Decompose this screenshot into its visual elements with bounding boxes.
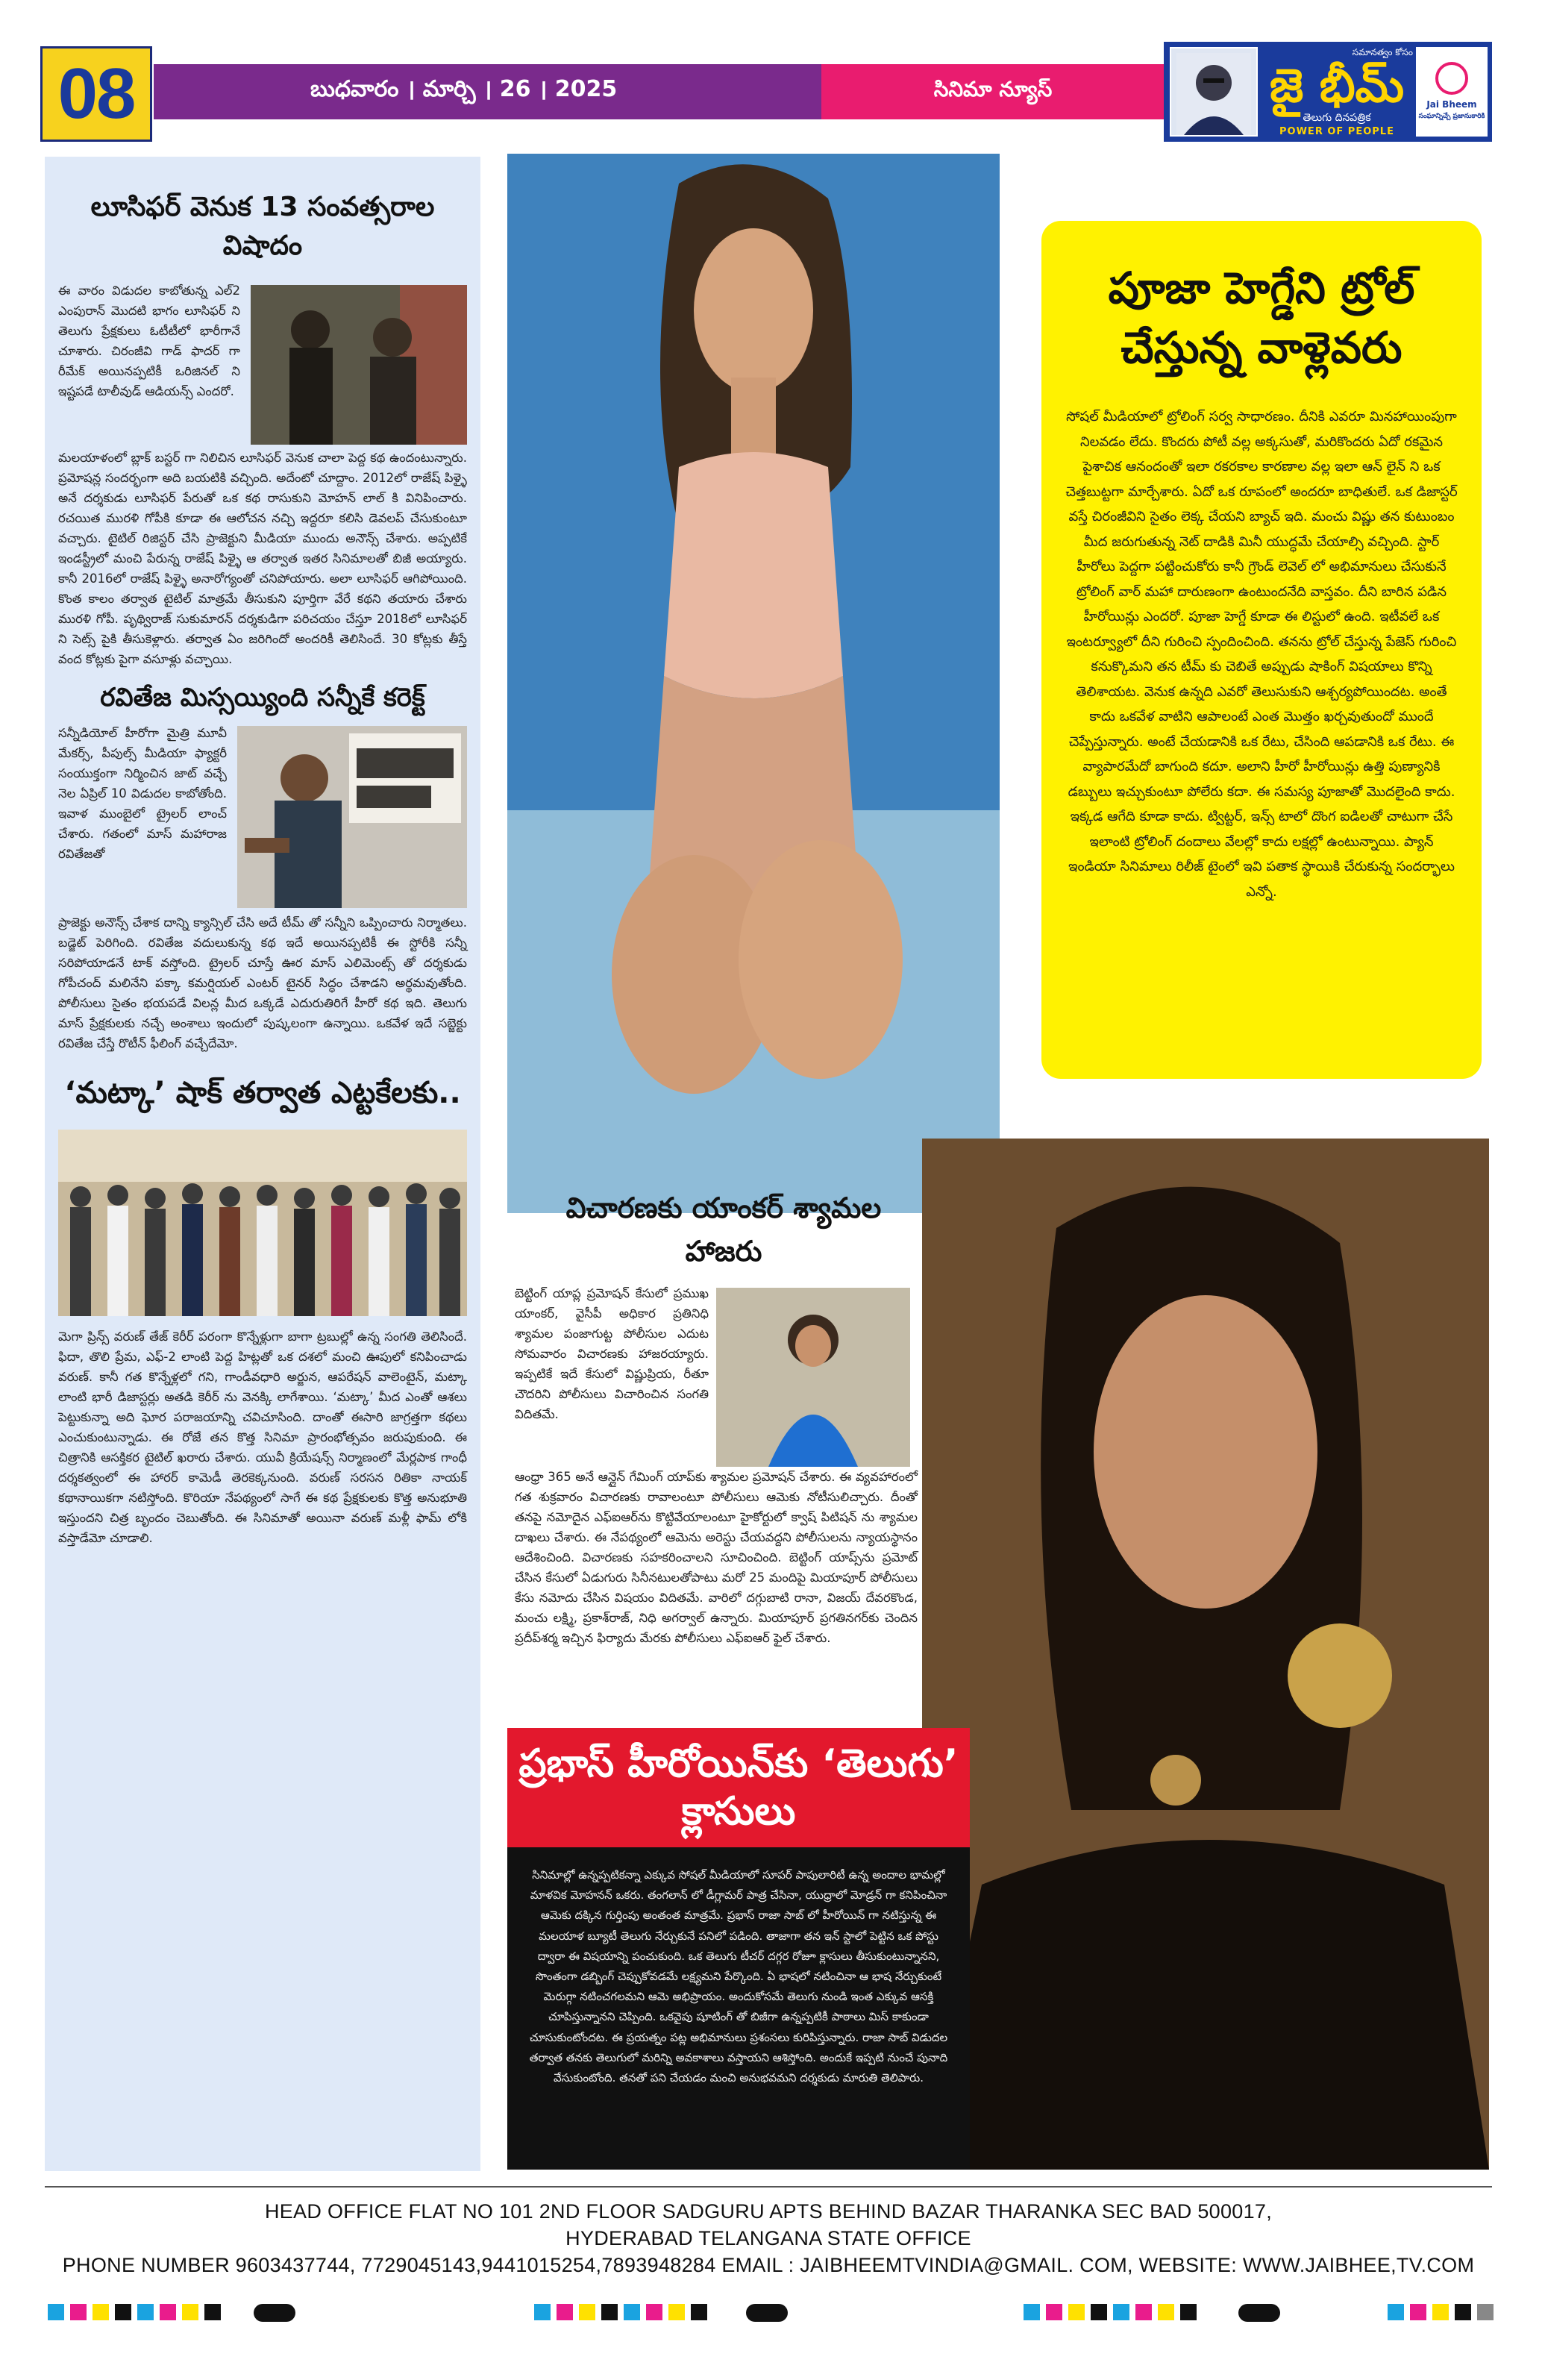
lucifer-body-intro: ఈ వారం విడుదల కాబోతున్న ఎల్2 ఎంపురాన్ మొదటి భాగం లూసిఫర్ ని తెలుగు ప్రేక్షకులు ఓటీటీలో భారీగానే చూశారు. చిరంజీవి గాడ్ ఫాదర్ గా రీమేక్ అయినప్పటికీ ఒరిజినల్ ని ఇష్టపడే టాలీవుడ్ ఆడియన్స్ ఎందరో. — [58, 284, 240, 398]
footer-address: HEAD OFFICE FLAT NO 101 2ND FLOOR SADGURU APTS BEHIND BAZAR THARANKA SEC BAD 500017, — [264, 2200, 1273, 2223]
group-photo-icon — [58, 1130, 467, 1316]
prabhas-article-box — [507, 1847, 970, 2170]
registration-pill-2 — [746, 2304, 788, 2322]
prabhas-headline-box — [507, 1728, 970, 1847]
malavika-mohanan-photo — [922, 1139, 1489, 2170]
raviteja-headline: రవితేజ మిస్సయ్యింది సన్నీకే కరెక్ట్ — [100, 683, 425, 713]
masthead-top-right: సమానత్వం కోసం — [1352, 46, 1413, 57]
footer — [45, 2198, 1492, 2279]
shyamala-body: ఆంధ్రా 365 అనే ఆన్లైన్ గేమింగ్ యాప్‌కు శ్యామల ప్రమోషన్ చేశారు. ఈ వ్యవహారంలో గత శుక్రవారం విచారణకు రావాలంటూ పోలీసులు ఆమెకు నోటీసులిచ్చారు. దీంతో తనపై నమోదైన ఎఫ్ఐఆర్‌ను కొట్టివేయాలంటూ హైకోర్టులో క్వాష్ పిటిషన్ ను శ్యామల దాఖలు చేశారు. ఈ నేపథ్యంలో ఆమెను అరెస్టు చేయవద్దని పోలీసులను న్యాయస్థానం ఆదేశించింది. విచారణకు సహకరించాలని సూచించింది. బెట్టింగ్ యాప్స్‌ను ప్రమోట్ చేసిన కేసులో ఏడుగురు సినీనటులతోపాటు మరో 25 మందిపై మియాపూర్ పోలీసులు కేసు నమోదు చేసిన విషయం విదితమే. వారిలో దగ్గుబాటి రానా, విజయ్ దేవరకొండ, మంచు లక్ష్మి, ప్రకాశ్‌రాజ్, నిధి అగర్వాల్ ఉన్నారు. మియాపూర్ ప్రగతినగర్‌కు చెందిన ప్రదీప్‌శర్మ ఇచ్చిన ఫిర్యాదు మేరకు పోలీసులు ఎఫ్ఐఆర్ ఫైల్ చేశారు. — [515, 1470, 918, 1645]
pooja-headline: పూజా హెగ్డేని ట్రోల్ చేస్తున్న వాళ్లెవరు — [1108, 263, 1415, 373]
page-number: 08 — [57, 54, 135, 134]
raviteja-body-intro: సన్నీడియోల్ హీరోగా మైత్రి మూవీ మేకర్స్, పీపుల్స్ మీడియా ఫ్యాక్టరీ సంయుక్తంగా నిర్మించిన జాట్ వచ్చే నెల ఏప్రిల్ 10 విడుదల కాబోతోంది. ఇవాళ ముంబైలో ట్రైలర్ లాంచ్ చేశారు. గతంలో మాస్ మహారాజ రవితేజతో — [58, 726, 227, 861]
color-registration-strip-2 — [534, 2304, 707, 2323]
jaat-trailer-image — [237, 726, 467, 908]
logo-ring-icon — [1435, 62, 1468, 95]
shyamala-body-wrap — [515, 1467, 918, 1648]
prabhas-body: సినిమాల్లో ఉన్నప్పటికన్నా ఎక్కువ సోషల్ మీడియాలో సూపర్ పాపులారిటీ ఉన్న అందాల భామల్లో మాళవిక మోహనన్ ఒకరు. తంగలాన్ లో డీగ్లామర్ పాత్ర చేసినా, యుధ్రాలో మోడ్రన్ గా కనిపించినా ఆమెకు దక్కిన గుర్తింపు అంతంత మాత్రమే. ప్రభాస్ రాజా సాబ్ లో హీరోయిన్ గా నటిస్తున్న ఈ మలయాళ బ్యూటీ తెలుగు నేర్చుకునే పనిలో పడింది. తాజాగా తన ఇన్ స్టాలో పెట్టిన ఒక పోస్టు ద్వారా ఈ విషయాన్ని పంచుకుంది. ఒక తెలుగు టీచర్ దగ్గర రోజూ క్లాసులు తీసుకుంటున్నానని, సొంతంగా డబ్బింగ్ చెప్పుకోవడమే లక్ష్యమని పేర్కొంది. ఏ భాషలో నటించినా ఆ భాష నేర్చుకుంటే మెరుగ్గా నటించగలమని ఆమె అభిప్రాయం. అందుకోసమే తెలుగు నుండి ఇంత ఎక్కువ ఆసక్తి చూపిస్తున్నానని చెప్పింది. ఒకవైపు షూటింగ్ తో బిజీగా ఉన్నప్పటికీ పాఠాలు మిస్ కాకుండా చూసుకుంటోందట. ఈ ప్రయత్నం పట్ల అభిమానులు ప్రశంసలు కురిపిస్తున్నారు. రాజా సాబ్ విడుదల తర్వాత తనకు తెలుగులో మరిన్ని అవకాశాలు వస్తాయని ఆశిస్తోంది. అందుకే ఇప్పటి నుంచే పునాది వేసుకుంటోంది. తనతో పని చేయడం మంచి అనుభవమని దర్శకుడు మారుతి తెలిపారు. — [529, 1868, 948, 2085]
masthead-logo — [1416, 47, 1488, 137]
pooja-hegde-photo — [507, 154, 1000, 1213]
registration-pill-3 — [1238, 2304, 1280, 2322]
masthead-title-block — [1258, 47, 1416, 137]
color-registration-strip-4 — [1388, 2304, 1494, 2323]
matka-headline: ‘మట్కా’ షాక్ తర్వాత ఎట్టకేలకు.. — [64, 1076, 461, 1110]
pooja-article-box — [1041, 221, 1482, 1079]
footer-state-office: HYDERABAD TELANGANA STATE OFFICE — [565, 2227, 971, 2249]
lucifer-body: మలయాళంలో బ్లాక్ బస్టర్ గా నిలిచిన లూసిఫర్ వెనుక చాలా పెద్ద కథ ఉందంటున్నారు. ప్రమోషన్ల సందర్భంగా అది బయటికి వచ్చింది. అదేంటో చూద్దాం. 2012లో రాజేష్ పిళ్ళై అనే దర్శకుడు లూసిఫర్ పేరుతో ఒక కథ రాసుకుని మోహన్ లాల్ కి వినిపించారు. రచయిత మురళి గోపీకి కూడా ఈ ఆలోచన నచ్చి ఇద్దరూ కలిసి డెవలప్ చేసుకుంటూ వచ్చారు. టైటిల్ రిజిస్టర్ చేసి ప్రాజెక్టుని మీడియా ముందు అనౌన్స్ చేశారు. అప్పటికే ఇండస్ట్రీలో మంచి పేరున్న రాజేష్ పిళ్ళై ఆ తర్వాత ఇతర సినిమాలతో బిజీ అయ్యారు. కానీ 2016లో రాజేష్ పిళ్ళై అనారోగ్యంతో చనిపోయారు. అలా లూసిఫర్ ఆగిపోయింది. కొంత కాలం తర్వాత టైటిల్ మాత్రమే తీసుకుని పూర్తిగా వేరే కథని తయారు చేశారు మురళి గోపీ. పృథ్విరాజ్ సుకుమారన్ దర్శకుడిగా పరిచయం చేస్తూ 2018లో లూసిఫర్ ని సెట్స్ పైకి తీసుకెళ్లారు. తర్వాత ఏం జరిగిందో అందరికీ తెలిసిందే. 30 కోట్లకు తీస్తే వంద కోట్లకు పైగా వసూళ్లు వచ్చాయి. — [58, 451, 467, 666]
shyamala-photo-icon — [716, 1288, 910, 1467]
color-registration-strip-3 — [1024, 2304, 1197, 2323]
lucifer-headline: లూసిఫర్ వెనుక 13 సంవత్సరాల విషాదం — [90, 192, 435, 261]
matka-body: మెగా ప్రిన్స్ వరుణ్ తేజ్ కెరీర్ పరంగా కొన్నేళ్లుగా బాగా ట్రబుల్లో ఉన్న సంగతి తెలిసిందే. ఫిదా, తొలి ప్రేమ, ఎఫ్-2 లాంటి పెద్ద హిట్లతో ఒక దశలో మంచి ఊపులో కనిపించాడు వరుణ్. కానీ గత కొన్నేళ్లలో గని, గాండీవధారి అర్జున, ఆపరేషన్ వాలెంటైన్, మట్కా లాంటి భారీ డిజాస్టర్లు అతడి కెరీర్ ను వెనక్కి లాగేశాయి. ‘మట్కా’ మీద ఎంతో ఆశలు పెట్టుకున్నా అది ఘోర పరాజయాన్ని చవిచూసింది. దాంతో ఈసారి జాగ్రత్తగా కథలు ఎంచుకుంటున్నాడు. ఈ రోజే తన కొత్త సినిమా ప్రారంభోత్సవం జరుపుకుంది. ఈ చిత్రానికి ఆసక్తికర టైటిల్ ఖరారు చేశారు. యువీ క్రియేషన్స్ నిర్మాణంలో మేర్లపాక గాంధీ దర్శకత్వంలో ఈ హారర్ కామెడీ తెరకెక్కనుంది. వరుణ్ సరసన రితికా నాయక్ కథానాయికగా నటిస్తోంది. కొరియా నేపథ్యంలో సాగే ఈ కథ ప్రేక్షకులకు కొత్త అనుభూతి ఇస్తుందని చిత్ర బృందం చెబుతోంది. ఈ సినిమాతో అయినా వరుణ్ మళ్లీ ఫామ్ లోకి వస్తాడేమో చూడాలి. — [58, 1330, 467, 1545]
issue-date: బుధవారం । మార్చి । 26 । 2025 — [310, 76, 618, 102]
page-number-box — [40, 46, 152, 142]
masthead — [1164, 42, 1492, 142]
date-bar — [154, 64, 821, 119]
masthead-title: జై భీమ్ — [1269, 57, 1405, 113]
masthead-subtitle: తెలుగు దినపత్రిక — [1303, 111, 1371, 124]
color-registration-strip-1 — [48, 2304, 221, 2323]
registration-pill-1 — [254, 2304, 295, 2322]
lucifer-still-image — [251, 285, 467, 445]
pooja-photo-icon — [507, 154, 1000, 1213]
trailer-poster-icon — [237, 726, 467, 908]
masthead-portrait-image — [1170, 47, 1258, 137]
footer-contact: PHONE NUMBER 9603437744, 7729045143,9441015254,7893948284 EMAIL : JAIBHEEMTVINDIA@GMAIL. COM, WEBSITE: WWW.JAIBHEE,TV.COM — [62, 2254, 1475, 2276]
masthead-tagline: POWER OF PEOPLE — [1279, 125, 1394, 137]
portrait-icon — [1176, 53, 1251, 135]
shyamala-photo — [716, 1288, 910, 1467]
masthead-bottom-right: సంఘాన్నిచ్చే ప్రజానుకారికి — [1418, 113, 1485, 120]
malavika-photo-icon — [922, 1139, 1489, 2170]
shyamala-body-intro: బెట్టింగ్ యాప్ల ప్రమోషన్ కేసులో ప్రముఖ యాంకర్, వైసీపీ అధికార ప్రతినిధి శ్యామల పంజాగుట్ట పోలీసుల ఎదుట సోమవారం విచారణకు హాజరయ్యారు. ఇప్పటికే ఇదే కేసులో విష్ణుప్రియ, రీతూ చౌదరిని పోలీసులు విచారించిన సంగతి విదితమే. — [515, 1286, 709, 1421]
logo-text: Jai Bheem — [1426, 99, 1477, 110]
footer-rule — [45, 2186, 1492, 2188]
film-launch-group-photo — [58, 1130, 467, 1316]
section-label: సినిమా న్యూస్ — [933, 77, 1053, 101]
pooja-body: సోషల్ మీడియాలో ట్రోలింగ్ సర్వ సాధారణం. దీనికి ఎవరూ మినహాయింపుగా నిలవడం లేదు. కొందరు పోటీ వల్ల అక్కసుతో, మరికొందరు ఏదో రకమైన పైశాచిక ఆనందంతో ఇలా రకరకాల కారణాల వల్ల ఇలా ఆన్ లైన్ ని ఒక చెత్తబుట్టగా మార్చేశారు. ఏదో ఒక రూపంలో అందరూ బాధితులే. ఒక డిజాస్టర్ వస్తే చిరంజీవిని సైతం లెక్క చేయని బ్యాచ్ ఇది. మంచు విష్ణు తన కుటుంబం మీద జరుగుతున్న నెట్ దాడికి మినీ యుద్ధమే చేయాల్సి వచ్చింది. స్టార్ హీరోలు పెద్దగా పట్టించుకోరు కానీ గ్రౌండ్ లెవెల్ లో అభిమానులు చేసుకునే ట్రోలింగ్ వార్ మహా దారుణంగా ఉంటుందనేది వాస్తవం. దీని బారిన పడిన హీరోయిన్లు ఎందరో. పూజా హెగ్డే కూడా ఈ లిస్టులో ఉంది. ఇటీవలే ఒక ఇంటర్వ్యూలో దీని గురించి స్పందించింది. తనను ట్రోల్ చేస్తున్న పేజెస్ గురించి కనుక్కొమని తన టీమ్ కు చెబితే అప్పుడు షాకింగ్ విషయాలు కొన్ని తెలిశాయట. వెనుక ఉన్నది ఎవరో తెలుసుకుని ఆశ్చర్యపోయిందట. అంతే కాదు ఒకవేళ వాటిని ఆపాలంటే ఎంత మొత్తం ఖర్చవుతుందో ముందే చెప్పేస్తున్నారు. అంటే చేయడానికి ఒక రేటు, చేసింది ఆపడానికి ఒక రేటు. ఈ వ్యాపారమేదో బాగుంది కదూ. అలాని హీరో హీరోయిన్లు ఉత్తి పుణ్యానికి డబ్బులు ఇచ్చుకుంటూ పోలేరు కదా. ఈ సమస్య పూజాతో మొదలైంది కాదు. ఇక్కడ ఆగేది కూడా కాదు. ట్విట్టర్, ఇన్స్ టాలో దొంగ ఐడిలతో చాటుగా చేసే ఇలాంటి ట్రోలింగ్ దందాలు వేలల్లో కాదు లక్షల్లో ఉంటున్నాయి. ప్యాన్ ఇండియా సినిమాలు రిలీజ్ టైంలో ఇవి పతాక స్థాయికి చేరుకున్న సందర్భాలు ఎన్నో. — [1065, 409, 1458, 900]
raviteja-body: ప్రాజెక్టు అనౌన్స్ చేశాక దాన్ని క్యాన్సిల్ చేసి అదే టీమ్ తో సన్నీని ఒప్పించారు నిర్మాతలు. బడ్జెట్ పెరిగింది. రవితేజ వదులుకున్న కథ ఇదే అయినప్పటికీ ఈ స్టోరీకి సన్నీ సరిపోయాడనే టాక్ వస్తోంది. ట్రైలర్ చూస్తే ఊర మాస్ ఎలిమెంట్స్ తో దర్శకుడు గోపీచంద్ మలినేని పక్కా కమర్షియల్ ఎంటర్ టైనర్ సిద్ధం చేశాడని అర్థమవుతోంది. పోలీసులు సైతం భయపడే విలన్ల మీద ఒక్కడే ఎదురుతిరిగే హీరో కథ ఇది. తెలుగు మాస్ ప్రేక్షకులకు నచ్చే అంశాలు ఇందులో పుష్కలంగా ఉన్నాయి. ఒకవేళ ఇదే సబ్జెక్టు రవితేజ చేస్తే రొటీన్ ఫీలింగ్ వచ్చేదేమో. — [58, 915, 467, 1050]
prabhas-headline: ప్రభాస్ హీరోయిన్‌కు ‘తెలుగు’ క్లాసులు — [518, 1741, 959, 1834]
section-bar — [821, 64, 1165, 119]
shyamala-headline: విచారణకు యాంకర్ శ్యామల హాజరు — [565, 1191, 882, 1268]
lucifer-photo-icon — [251, 285, 467, 445]
left-column — [45, 157, 480, 2171]
